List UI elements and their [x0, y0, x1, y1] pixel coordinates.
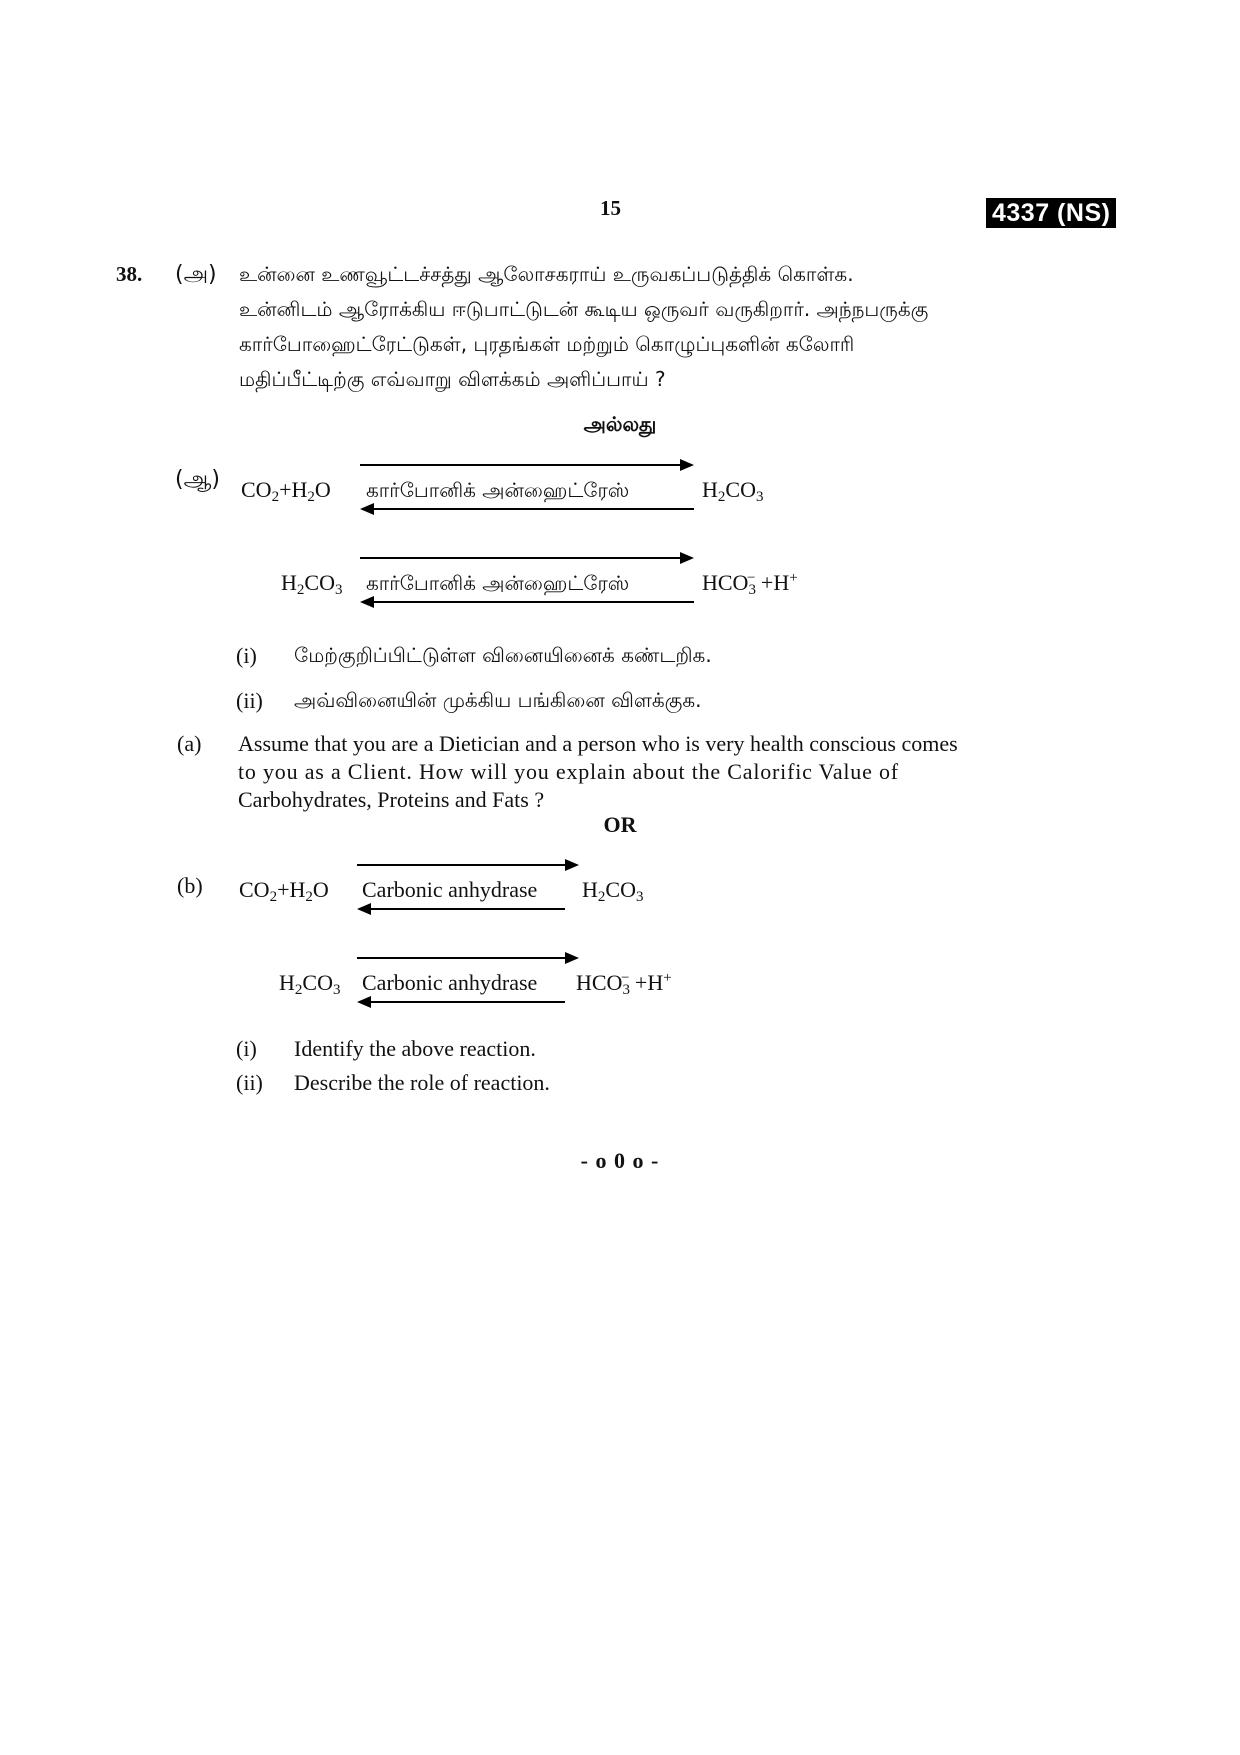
english-line-1: Assume that you are a Dietician and a person who is very health conscious comes	[238, 731, 958, 756]
ta-reaction1-reactants: $CO_2+H_2O$	[241, 477, 331, 505]
ta-sub-ii-text: அவ்வினையின் முக்கிய பங்கினை விளக்குக.	[294, 688, 702, 712]
en-reaction2-enzyme: Carbonic anhydrase	[362, 970, 538, 995]
ta-reaction2-products: $HCO_3^- +H^+$	[702, 570, 798, 598]
english-or: OR	[603, 812, 637, 837]
end-of-paper-mark: - o 0 o -	[580, 1148, 660, 1173]
tamil-line-3: கார்போஹைட்ரேட்டுகள், புரதங்கள் மற்றும் கொழுப்புகளின் கலோரி	[239, 332, 855, 356]
en-reaction1-enzyme: Carbonic anhydrase	[362, 877, 538, 902]
ta-sub-ii-label: (ii)	[236, 688, 263, 713]
en-sub-ii-label: (ii)	[236, 1070, 263, 1095]
english-line-3: Carbohydrates, Proteins and Fats ?	[238, 787, 545, 812]
ta-reaction1-enzyme: கார்போனிக் அன்ஹைட்ரேஸ்	[366, 478, 630, 502]
ta-sub-i-label: (i)	[236, 643, 257, 668]
ta-sub-i-text: மேற்குறிப்பிட்டுள்ள வினையினைக் கண்டறிக.	[294, 643, 712, 667]
en-reaction1-reactants: $CO_2+H_2O$	[239, 877, 329, 905]
tamil-or: அல்லது	[583, 412, 657, 436]
ta-reaction2-reactant: $H_2CO_3$	[281, 570, 343, 598]
english-label-a: (a)	[177, 731, 202, 756]
tamil-label-a: (அ)	[175, 262, 217, 287]
tamil-line-1: உன்னை உணவூட்டச்சத்து ஆலோசகராய் உருவகப்படுத்திக் கொள்க.	[239, 262, 854, 286]
en-sub-ii-text: Describe the role of reaction.	[294, 1070, 550, 1095]
page-number: 15	[600, 196, 621, 220]
tamil-question-a	[239, 257, 1067, 397]
ta-reaction1-product: $H_2CO_3$	[702, 477, 764, 505]
ta-reaction2-enzyme: கார்போனிக் அன்ஹைட்ரேஸ்	[366, 571, 630, 595]
english-question-a	[238, 730, 1067, 814]
en-reaction1-product: $H_2CO_3$	[582, 877, 644, 905]
tamil-line-4: மதிப்பீட்டிற்கு எவ்வாறு விளக்கம் அளிப்பாய் ?	[239, 367, 666, 391]
en-sub-i-text: Identify the above reaction.	[294, 1036, 536, 1061]
tamil-label-b: (ஆ)	[175, 467, 220, 492]
en-reaction2-reactant: $H_2CO_3$	[279, 970, 341, 998]
en-sub-i-label: (i)	[236, 1036, 257, 1061]
question-number: 38.	[116, 262, 143, 286]
en-reaction2-products: $HCO_3^- +H^+$	[576, 970, 672, 998]
english-line-2: to you as a Client. How will you explain about the Calorific Value of	[238, 759, 899, 784]
paper-code-badge: 4337 (NS)	[986, 198, 1116, 228]
english-label-b: (b)	[177, 873, 203, 898]
tamil-line-2: உன்னிடம் ஆரோக்கிய ஈடுபாட்டுடன் கூடிய ஒருவர் வருகிறார். அந்நபருக்கு	[239, 297, 929, 321]
